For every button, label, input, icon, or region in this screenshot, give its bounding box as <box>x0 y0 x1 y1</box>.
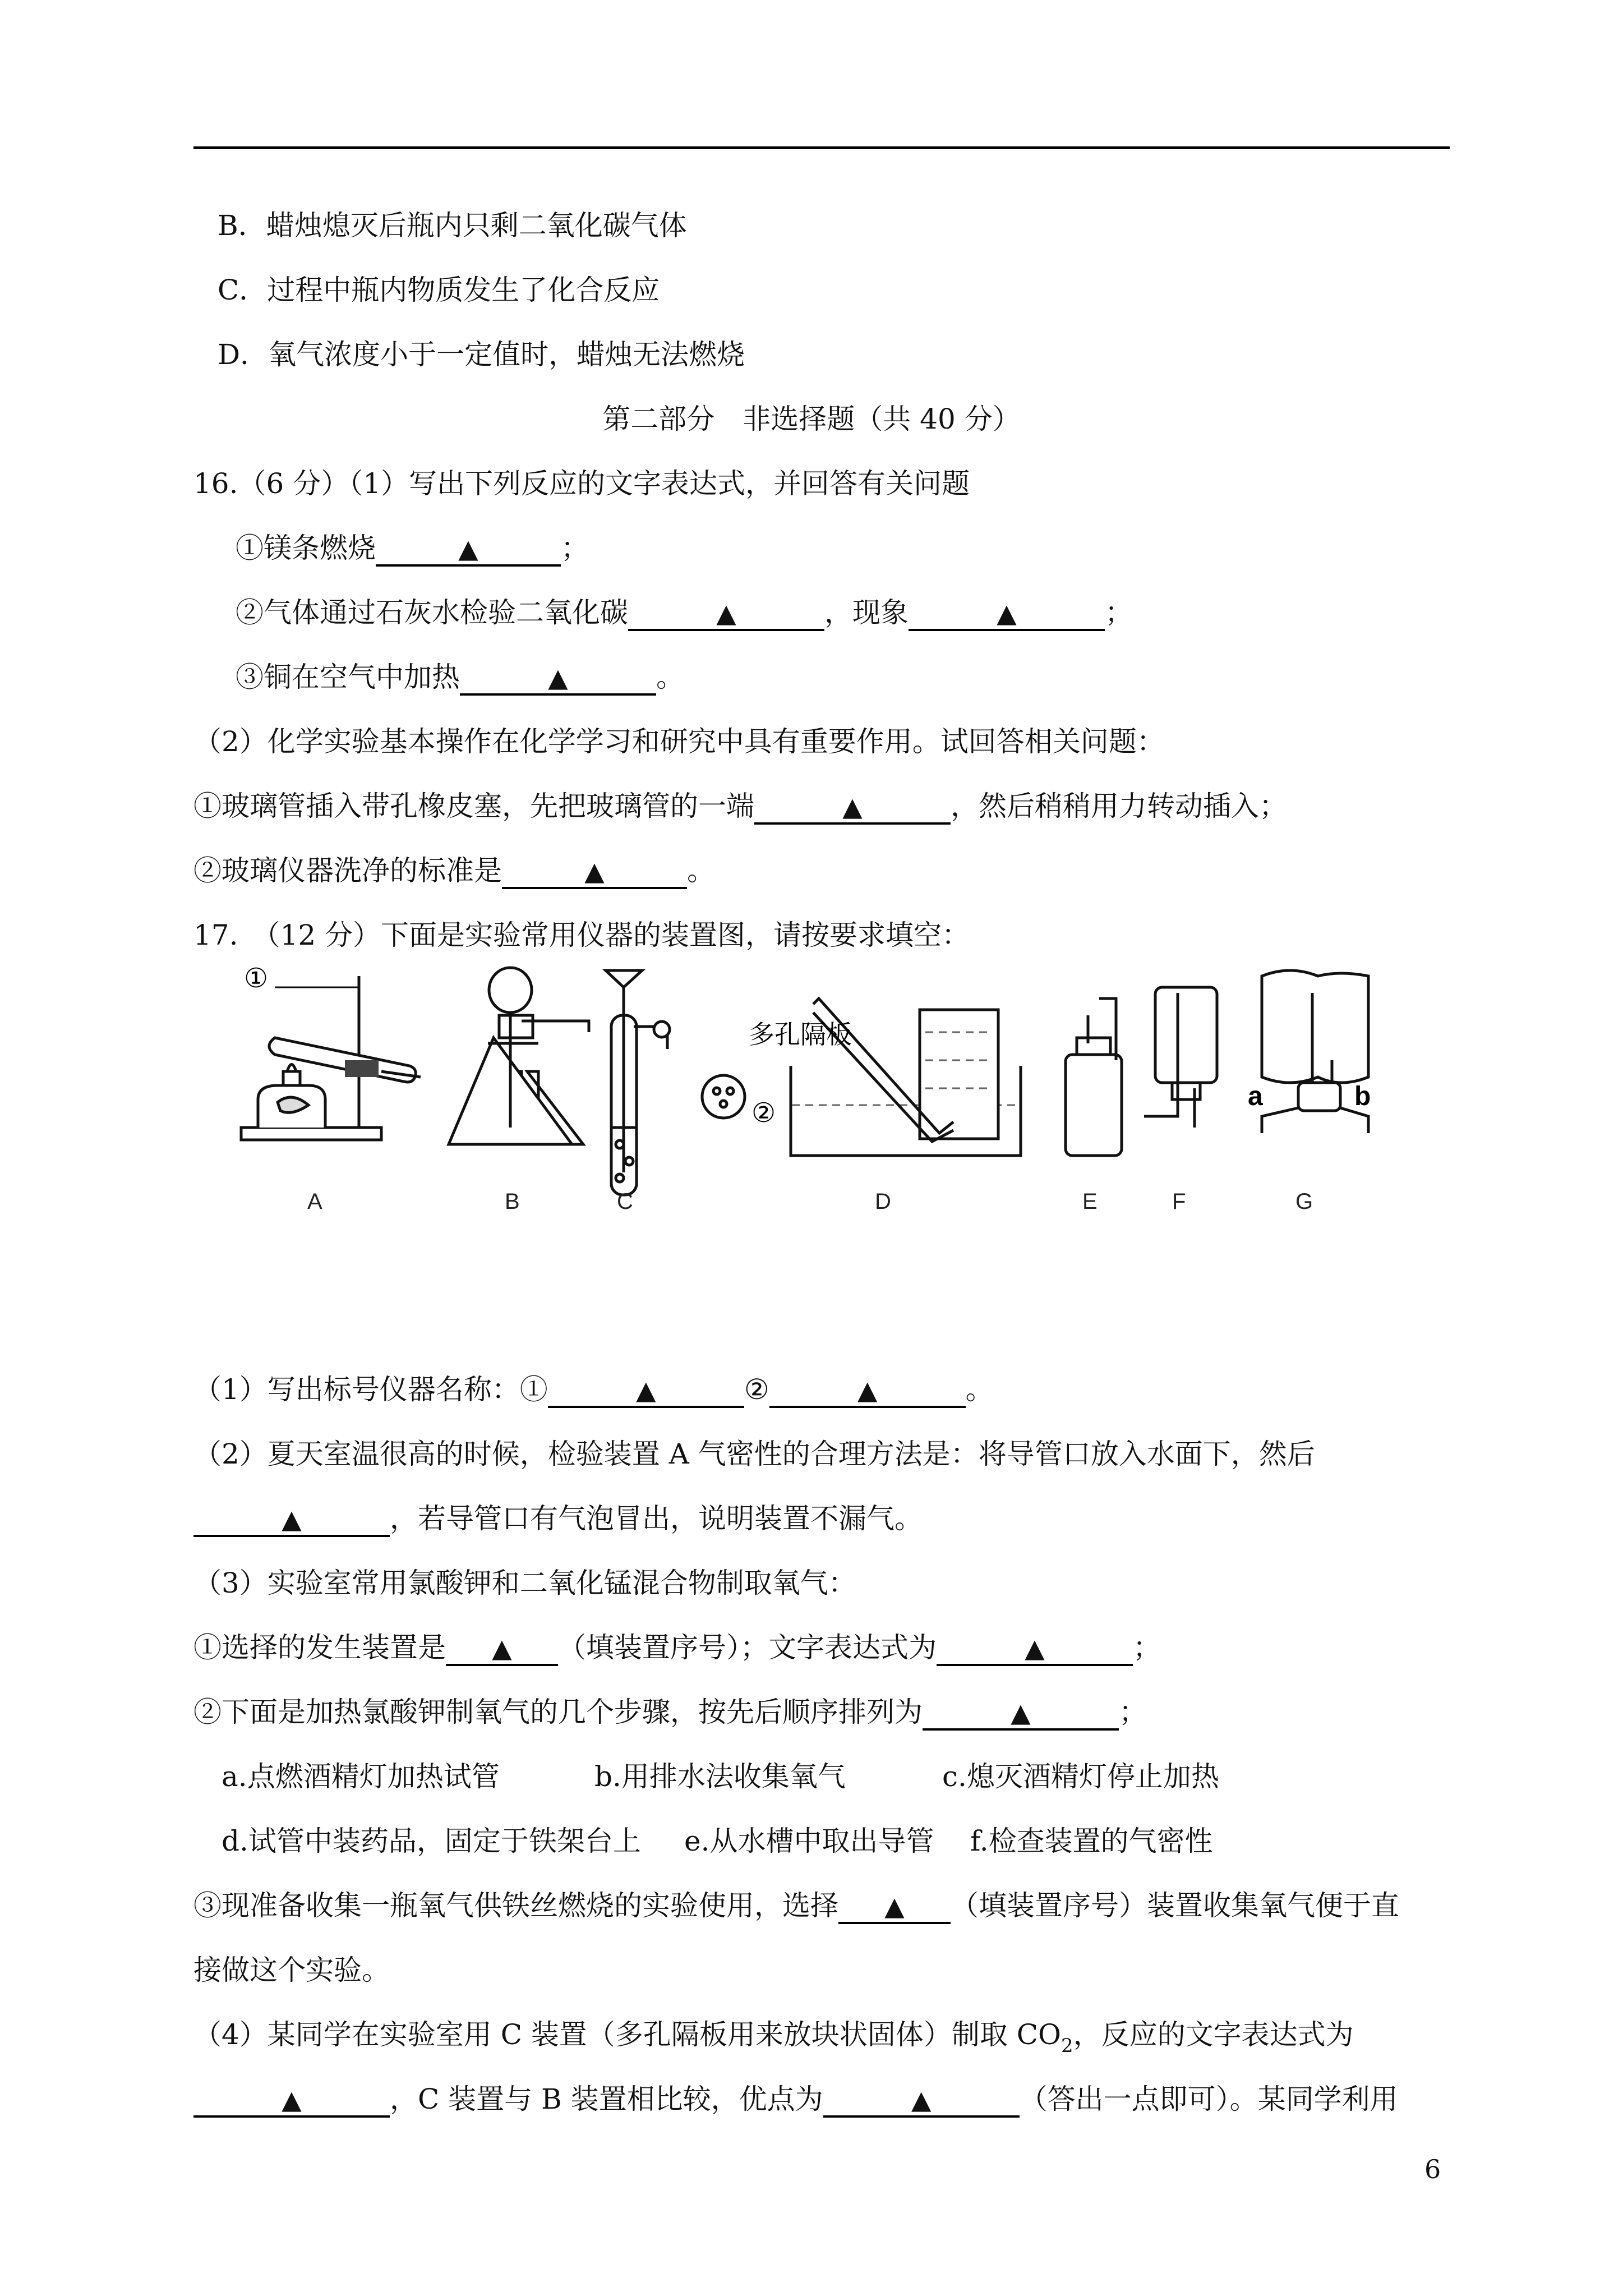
option-d: D．氧气浓度小于一定值时，蜡烛无法燃烧 <box>218 338 745 371</box>
blank-marker: ▲ <box>282 1504 302 1534</box>
q16-1c: ③铜在空气中加热 ▲ 。 <box>236 659 684 696</box>
apparatus-a <box>241 976 421 1140</box>
blank-marker: ▲ <box>842 792 863 822</box>
blank-marker: ▲ <box>492 1633 512 1663</box>
answer-blank[interactable] <box>754 790 951 825</box>
answer-blank[interactable] <box>937 1632 1133 1666</box>
q16-2a: ①玻璃管插入带孔橡皮塞，先把玻璃管的一端 ▲ ，然后稍稍用力转动插入； <box>193 788 1287 825</box>
step-c: c.熄灭酒精灯停止加热 <box>942 1760 1219 1793</box>
q17-3c: ③现准备收集一瓶氧气供铁丝燃烧的实验使用，选择 ▲ （填装置序号）装置收集氧气便于直 <box>193 1888 1399 1924</box>
label-f: F <box>1172 1189 1186 1214</box>
answer-blank[interactable] <box>446 1632 558 1666</box>
tube-a-label: a <box>1248 1082 1263 1111</box>
blank-marker: ▲ <box>282 2085 302 2115</box>
step-f: f.检查装置的气密性 <box>970 1825 1213 1857</box>
blank-marker: ▲ <box>716 598 736 628</box>
q17-heading: 17. （12 分）下面是实验常用仪器的装置图，请按要求填空： <box>193 919 970 951</box>
answer-blank[interactable] <box>769 1374 966 1408</box>
q17-3: （3）实验室常用氯酸钾和二氧化锰混合物制取氧气： <box>193 1567 856 1599</box>
step-e: e.从水槽中取出导管 <box>684 1825 934 1857</box>
answer-blank[interactable] <box>923 1696 1119 1731</box>
blank-marker: ▲ <box>911 2085 932 2115</box>
q17-3c-cont: 接做这个实验。 <box>193 1954 390 1986</box>
answer-blank[interactable] <box>193 1503 390 1537</box>
q17-2-cont: ▲ ，若导管口有气泡冒出，说明装置不漏气。 <box>193 1501 923 1537</box>
step-b: b.用排水法收集氧气 <box>594 1760 846 1793</box>
q17-3a: ①选择的发生装置是 ▲ （填装置序号）；文字表达式为 ▲ ； <box>193 1630 1161 1666</box>
q16-1a: ①镁条燃烧 ▲ ； <box>236 530 589 567</box>
q16-2b: ②玻璃仪器洗净的标准是 ▲ 。 <box>193 853 715 889</box>
blank-marker: ▲ <box>884 1891 905 1921</box>
answer-blank[interactable] <box>193 2083 390 2118</box>
page-number: 6 <box>1424 2154 1441 2184</box>
apparatus-c <box>606 970 745 1195</box>
answer-blank[interactable] <box>838 1890 951 1924</box>
label-g: G <box>1295 1189 1313 1214</box>
option-c: C．过程中瓶内物质发生了化合反应 <box>218 274 660 306</box>
q16-heading: 16.（6 分）（1）写出下列反应的文字表达式，并回答有关问题 <box>193 467 970 500</box>
blank-marker: ▲ <box>458 533 478 564</box>
q17-3b: ②下面是加热氯酸钾制氧气的几个步骤，按先后顺序排列为 ▲ ； <box>193 1694 1147 1731</box>
section-title: 第二部分 非选择题（共 40 分） <box>602 403 1021 435</box>
apparatus-figure <box>224 959 1380 1228</box>
tube-b-label: b <box>1354 1082 1371 1111</box>
answer-blank[interactable] <box>823 2083 1020 2118</box>
option-b: B．蜡烛熄灭后瓶内只剩二氧化碳气体 <box>218 209 687 242</box>
apparatus-f <box>1144 987 1217 1128</box>
blank-marker: ▲ <box>997 598 1017 628</box>
answer-blank[interactable] <box>376 532 561 567</box>
answer-blank[interactable] <box>548 1374 744 1408</box>
answer-blank[interactable] <box>628 597 824 631</box>
q17-4: （4）某同学在实验室用 C 装置（多孔隔板用来放块状固体）制取 $CO_2$，反应的文字表达式为 <box>193 2018 1354 2057</box>
header-rule <box>193 146 1450 149</box>
answer-blank[interactable] <box>502 855 687 889</box>
mark-1: ① <box>244 963 269 994</box>
q17-2: （2）夏天室温很高的时候，检验装置 A 气密性的合理方法是：将导管口放入水面下，然后 <box>193 1438 1315 1470</box>
label-c: C <box>617 1189 633 1214</box>
blank-marker: ▲ <box>857 1375 878 1405</box>
label-b: B <box>505 1189 520 1214</box>
blank-marker: ▲ <box>1025 1633 1045 1663</box>
porous-plate-label: 多孔隔板 <box>749 1019 852 1050</box>
q17-4-cont: ▲ ，C 装置与 B 装置相比较，优点为 ▲ （答出一点即可）。某同学利用 <box>193 2081 1398 2118</box>
blank-marker: ▲ <box>548 662 568 693</box>
q16-2-heading: （2）化学实验基本操作在化学学习和研究中具有重要作用。试回答相关问题： <box>193 725 1165 758</box>
q17-1: （1）写出标号仪器名称：① ▲ ② ▲ 。 <box>193 1372 994 1408</box>
mark-2: ② <box>751 1097 776 1129</box>
answer-blank[interactable] <box>460 661 656 696</box>
blank-marker: ▲ <box>636 1375 656 1405</box>
blank-marker: ▲ <box>584 856 605 886</box>
step-a: a.点燃酒精灯加热试管 <box>222 1760 500 1793</box>
apparatus-g <box>1262 970 1368 1133</box>
step-d: d.试管中装药品，固定于铁架台上 <box>222 1825 641 1857</box>
label-e: E <box>1082 1189 1098 1214</box>
q16-1b: ②气体通过石灰水检验二氧化碳 ▲ ，现象 ▲ ； <box>236 595 1133 631</box>
apparatus-e <box>1066 999 1122 1156</box>
label-d: D <box>875 1189 891 1214</box>
label-a: A <box>307 1189 322 1214</box>
answer-blank[interactable] <box>909 597 1105 631</box>
apparatus-b <box>449 968 589 1144</box>
blank-marker: ▲ <box>1011 1697 1031 1728</box>
